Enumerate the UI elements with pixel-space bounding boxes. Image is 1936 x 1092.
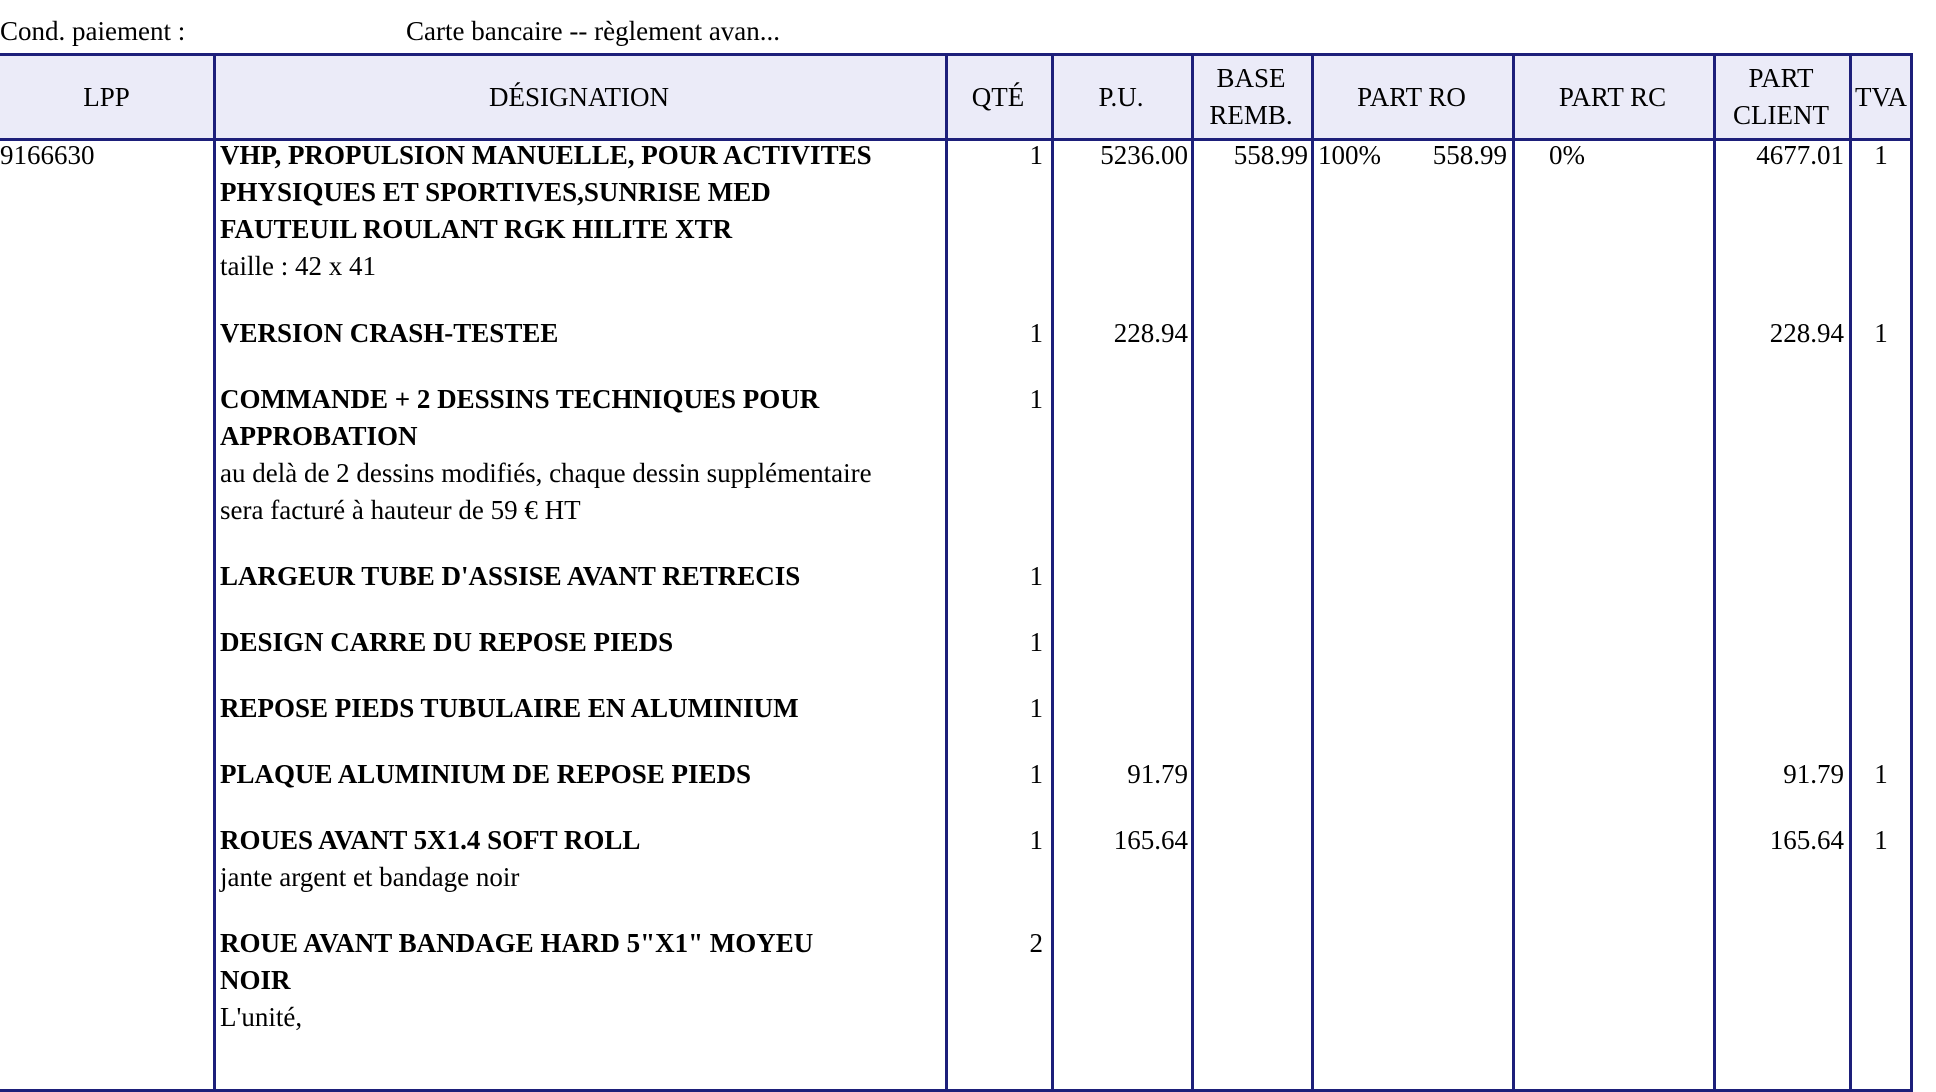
designation-title-line: APPROBATION — [220, 421, 418, 451]
row-pu: 5236.00 — [1100, 140, 1188, 170]
header-base-remb: BASE REMB. — [1209, 63, 1293, 130]
designation-title-line: NOIR — [220, 965, 291, 995]
designation-detail-line: sera facturé à hauteur de 59 € HT — [220, 495, 581, 525]
invoice-table — [0, 53, 1913, 1092]
designation-title-line: VHP, PROPULSION MANUELLE, POUR ACTIVITES — [220, 140, 872, 170]
row-base-remb: 558.99 — [1233, 140, 1308, 170]
column-divider — [1849, 53, 1852, 1092]
row-lpp: 9166630 — [0, 140, 95, 170]
row-designation — [220, 624, 673, 661]
row-tva: 1 — [1874, 825, 1888, 855]
payment-conditions-label: Cond. paiement : — [0, 16, 186, 46]
row-ro-amount: 558.99 — [1432, 140, 1507, 170]
designation-detail-line: L'unité, — [220, 1002, 303, 1032]
row-qte: 1 — [1029, 627, 1043, 657]
row-qte: 2 — [1029, 928, 1043, 958]
row-pu: 91.79 — [1127, 759, 1188, 789]
column-divider — [1311, 53, 1314, 1092]
row-tva: 1 — [1874, 318, 1888, 348]
row-qte: 1 — [1029, 140, 1043, 170]
header-part-rc: PART RC — [1558, 81, 1667, 112]
header-qte: QTÉ — [971, 81, 1025, 112]
row-part-client: 165.64 — [1769, 825, 1844, 855]
row-part-client: 91.79 — [1783, 759, 1844, 789]
designation-title-line: REPOSE PIEDS TUBULAIRE EN ALUMINIUM — [220, 693, 799, 723]
row-part-client: 228.94 — [1769, 318, 1844, 348]
row-pu: 165.64 — [1113, 825, 1188, 855]
row-qte: 1 — [1029, 561, 1043, 591]
table-top-border — [0, 53, 1913, 56]
designation-title-line: ROUES AVANT 5X1.4 SOFT ROLL — [220, 825, 641, 855]
designation-title-line: DESIGN CARRE DU REPOSE PIEDS — [220, 627, 674, 657]
header-designation: DÉSIGNATION — [489, 81, 669, 112]
row-qte: 1 — [1029, 693, 1043, 723]
row-tva: 1 — [1874, 759, 1888, 789]
row-pu: 228.94 — [1113, 318, 1188, 348]
row-part-client: 4677.01 — [1756, 140, 1844, 170]
row-designation — [220, 822, 640, 896]
designation-detail-line: taille : 42 x 41 — [220, 251, 376, 281]
designation-title-line: ROUE AVANT BANDAGE HARD 5"X1" MOYEU — [220, 928, 814, 958]
header-pu: P.U. — [1098, 81, 1144, 112]
designation-detail-line: au delà de 2 dessins modifiés, chaque dessin supplémentaire — [220, 458, 872, 488]
designation-title-line: VERSION CRASH-TESTEE — [220, 318, 559, 348]
row-tva: 1 — [1874, 140, 1888, 170]
header-part-client: PART CLIENT — [1733, 63, 1829, 130]
payment-conditions-value: Carte bancaire -- règlement avan... — [406, 16, 781, 46]
table-right-border — [1910, 53, 1913, 1092]
row-designation — [220, 690, 799, 727]
row-designation — [220, 756, 751, 793]
row-ro-percent: 100% — [1318, 140, 1381, 170]
row-designation — [220, 137, 872, 285]
column-divider — [213, 53, 216, 1092]
row-designation — [220, 315, 558, 352]
row-designation — [220, 381, 872, 529]
column-divider — [1512, 53, 1515, 1092]
column-divider — [1051, 53, 1054, 1092]
designation-title-line: LARGEUR TUBE D'ASSISE AVANT RETRECIS — [220, 561, 801, 591]
row-designation — [220, 925, 813, 1036]
designation-title-line: FAUTEUIL ROULANT RGK HILITE XTR — [220, 214, 733, 244]
row-qte: 1 — [1029, 825, 1043, 855]
column-divider — [1191, 53, 1194, 1092]
designation-title-line: PHYSIQUES ET SPORTIVES,SUNRISE MED — [220, 177, 771, 207]
row-designation — [220, 558, 800, 595]
header-tva: TVA — [1854, 81, 1907, 112]
row-qte: 1 — [1029, 759, 1043, 789]
header-lpp: LPP — [83, 81, 130, 112]
designation-detail-line: jante argent et bandage noir — [220, 862, 520, 892]
header-part-ro: PART RO — [1357, 81, 1466, 112]
row-rc-percent: 0% — [1549, 140, 1585, 170]
column-divider — [1713, 53, 1716, 1092]
row-qte: 1 — [1029, 318, 1043, 348]
payment-conditions — [0, 14, 1936, 48]
designation-title-line: PLAQUE ALUMINIUM DE REPOSE PIEDS — [220, 759, 752, 789]
row-qte: 1 — [1029, 384, 1043, 414]
designation-title-line: COMMANDE + 2 DESSINS TECHNIQUES POUR — [220, 384, 820, 414]
